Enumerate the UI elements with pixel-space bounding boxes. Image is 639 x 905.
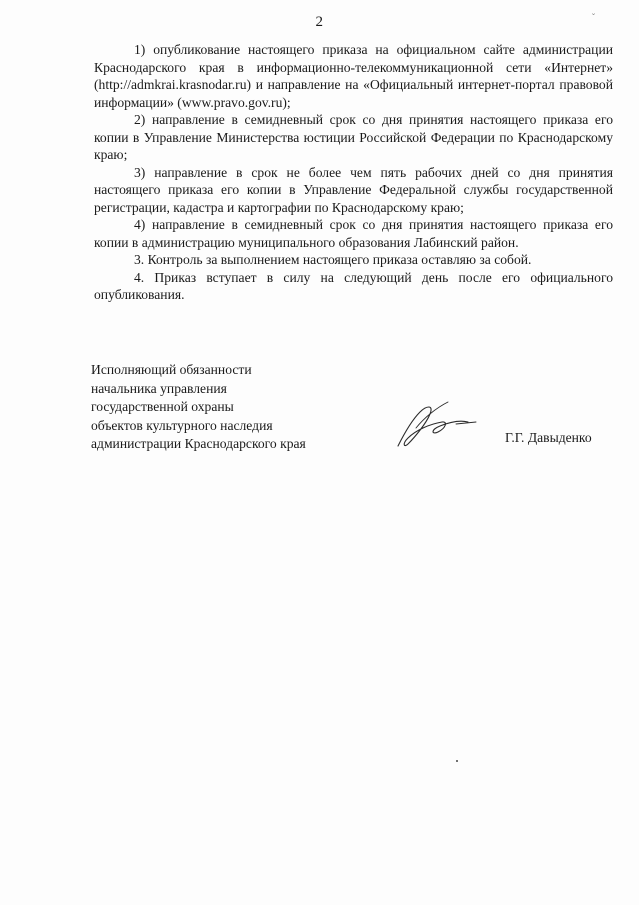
paragraph-control-clause: 3. Контроль за выполнением настоящего приказа оставляю за собой. bbox=[134, 252, 532, 267]
handwritten-signature bbox=[390, 398, 480, 453]
signer-position-line: государственной охраны bbox=[91, 399, 234, 415]
signer-name: Г.Г. Давыденко bbox=[505, 430, 592, 445]
paragraph-item-1-publication: 1) опубликование настоящего приказа на официальном сайте администрации Краснодарского края в информационно-телекоммуникационной сети «Интернет» (http://admkrai.krasnodar.ru) и направление на «Официальный интернет-портал правовой информации» (www.pravo.gov.ru); bbox=[94, 42, 613, 110]
signer-position-line: начальника управления bbox=[91, 380, 227, 396]
signer-position-line: объектов культурного наследия bbox=[91, 417, 273, 433]
document-body bbox=[94, 41, 613, 304]
paragraph-item-2-ministry-justice: 2) направление в семидневный срок со дня принятия настоящего приказа его копии в Управление Министерства юстиции Российской Федерации по Краснодарскому краю; bbox=[94, 112, 613, 162]
paragraph-effective-date: 4. Приказ вступает в силу на следующий день после его официального опубликования. bbox=[94, 269, 613, 302]
paragraph-item-3-federal-service: 3) направление в срок не более чем пять рабочих дней со дня принятия настоящего приказа его копии в Управление Федеральной службы государственной регистрации, кадастра и картографии по Краснодарскому краю; bbox=[94, 164, 613, 215]
paragraph-item-4-labinsky-district: 4) направление в семидневный срок со дня принятия настоящего приказа его копии в администрацию муниципального образования Лабинский район. bbox=[94, 217, 613, 250]
scan-artifact-dot bbox=[456, 760, 458, 762]
signer-position-line: Исполняющий обязанности bbox=[91, 362, 252, 377]
signer-position-block bbox=[91, 361, 306, 454]
page-number: 2 bbox=[315, 14, 324, 30]
signer-position-line: администрации Краснодарского края bbox=[91, 436, 306, 452]
corner-mark: ˘ bbox=[592, 12, 595, 22]
